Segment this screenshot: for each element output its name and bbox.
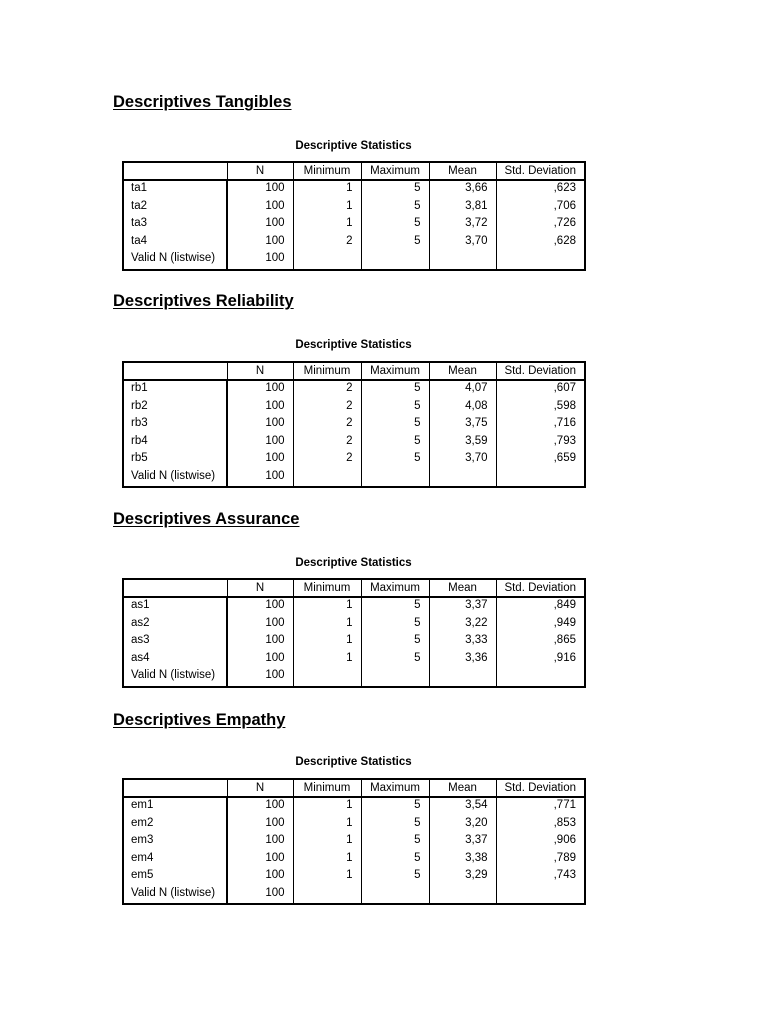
column-header: Std. Deviation	[496, 779, 585, 797]
table-cell	[496, 886, 585, 905]
table-cell: ,865	[496, 633, 585, 651]
table-cell: ,598	[496, 399, 585, 417]
table-row	[123, 451, 585, 469]
table-cell: 3,59	[429, 434, 496, 452]
column-header: Maximum	[361, 579, 429, 597]
column-header: Mean	[429, 579, 496, 597]
table-header-row	[123, 579, 585, 597]
table-row	[123, 886, 585, 905]
column-header: Mean	[429, 779, 496, 797]
table-cell	[429, 251, 496, 270]
table-cell: ,743	[496, 868, 585, 886]
table-cell: 3,22	[429, 616, 496, 634]
table-cell: 1	[293, 216, 361, 234]
row-label: em5	[123, 868, 227, 886]
table-row	[123, 816, 585, 834]
table-cell: ,789	[496, 851, 585, 869]
column-header: Mean	[429, 362, 496, 380]
table-cell: 4,07	[429, 380, 496, 399]
row-label: as1	[123, 597, 227, 616]
column-header: Std. Deviation	[496, 362, 585, 380]
column-header: N	[227, 362, 293, 380]
table-cell: 100	[265, 599, 285, 611]
table-cell: 100	[265, 634, 285, 646]
column-header: Minimum	[293, 162, 361, 180]
table-cell	[361, 251, 429, 270]
row-label: Valid N (listwise)	[123, 251, 227, 270]
table-cell: 100	[265, 234, 285, 247]
table-row	[123, 216, 585, 234]
table-cell	[429, 469, 496, 488]
table-cell: 5	[361, 816, 429, 834]
table-cell	[429, 886, 496, 905]
table-cell: 100	[265, 399, 285, 412]
table-header-row	[123, 162, 585, 180]
table-cell: ,706	[496, 199, 585, 217]
row-label: ta4	[123, 234, 227, 252]
column-header: Maximum	[361, 779, 429, 797]
column-header: Std. Deviation	[496, 579, 585, 597]
column-header: Std. Deviation	[496, 162, 585, 180]
table-cell: 100	[265, 382, 285, 394]
table-cell: 100	[265, 851, 285, 864]
table-row	[123, 199, 585, 217]
table-caption: Descriptive Statistics	[295, 557, 412, 569]
table-cell	[496, 668, 585, 687]
table-cell: 3,29	[429, 868, 496, 886]
table-cell: 1	[293, 797, 361, 816]
table-cell: 100	[265, 669, 285, 681]
stats-table	[122, 578, 586, 688]
table-row	[123, 434, 585, 452]
section-heading: Descriptives Tangibles	[113, 93, 292, 111]
table-cell: ,771	[496, 797, 585, 816]
row-label: rb1	[123, 380, 227, 399]
table-cell: 3,37	[429, 833, 496, 851]
column-header-blank	[123, 779, 227, 797]
table-cell: 2	[293, 234, 361, 252]
row-label: em2	[123, 816, 227, 834]
table-cell: 100	[265, 452, 285, 464]
table-cell: 100	[265, 217, 285, 229]
table-cell: 100	[265, 417, 285, 429]
table-cell: 5	[361, 416, 429, 434]
column-header-blank	[123, 162, 227, 180]
table-row	[123, 633, 585, 651]
table-row	[123, 180, 585, 199]
row-label: rb5	[123, 451, 227, 469]
table-cell: 5	[361, 851, 429, 869]
table-cell: 100	[265, 182, 285, 194]
table-cell: 1	[293, 597, 361, 616]
table-cell: 1	[293, 851, 361, 869]
row-label: ta3	[123, 216, 227, 234]
row-label: ta1	[123, 180, 227, 199]
table-cell: 1	[293, 816, 361, 834]
table-cell: ,949	[496, 616, 585, 634]
table-cell: 3,70	[429, 234, 496, 252]
table-cell: 3,33	[429, 633, 496, 651]
row-label: Valid N (listwise)	[123, 886, 227, 905]
table-cell: 3,54	[429, 797, 496, 816]
table-cell: 4,08	[429, 399, 496, 417]
table-cell: 2	[293, 434, 361, 452]
table-row	[123, 597, 585, 616]
table-row	[123, 833, 585, 851]
table-cell: 2	[293, 380, 361, 399]
section-heading: Descriptives Empathy	[113, 711, 286, 729]
table-cell: 2	[293, 451, 361, 469]
table-cell: 100	[265, 199, 285, 212]
column-header: N	[227, 579, 293, 597]
column-header: N	[227, 162, 293, 180]
table-cell: 100	[265, 469, 285, 482]
table-cell: 5	[361, 380, 429, 399]
table-cell: 5	[361, 434, 429, 452]
table-cell: 3,36	[429, 651, 496, 669]
table-cell: ,726	[496, 216, 585, 234]
table-cell: 100	[265, 651, 285, 664]
column-header: Minimum	[293, 579, 361, 597]
table-cell: ,793	[496, 434, 585, 452]
table-row	[123, 399, 585, 417]
table-cell: 100	[265, 886, 285, 899]
table-cell: 2	[293, 416, 361, 434]
table-cell: 3,70	[429, 451, 496, 469]
table-cell: 100	[265, 616, 285, 629]
row-label: Valid N (listwise)	[123, 668, 227, 687]
row-label: as2	[123, 616, 227, 634]
table-row	[123, 251, 585, 270]
table-cell: 2	[293, 399, 361, 417]
table-caption: Descriptive Statistics	[295, 140, 412, 152]
table-cell: 1	[293, 651, 361, 669]
table-cell	[293, 469, 361, 488]
table-row	[123, 868, 585, 886]
table-cell: 1	[293, 833, 361, 851]
table-row	[123, 616, 585, 634]
table-cell: 100	[265, 434, 285, 447]
row-label: rb3	[123, 416, 227, 434]
column-header: Mean	[429, 162, 496, 180]
column-header: Minimum	[293, 779, 361, 797]
table-cell: 5	[361, 234, 429, 252]
table-cell: 3,75	[429, 416, 496, 434]
stats-table	[122, 361, 586, 488]
row-label: rb2	[123, 399, 227, 417]
table-cell: 100	[265, 816, 285, 829]
table-cell: 3,38	[429, 851, 496, 869]
table-cell	[361, 886, 429, 905]
row-label: em4	[123, 851, 227, 869]
table-cell: 3,20	[429, 816, 496, 834]
table-cell: 5	[361, 399, 429, 417]
table-cell: 1	[293, 868, 361, 886]
table-cell: 1	[293, 633, 361, 651]
table-row	[123, 797, 585, 816]
table-cell: 5	[361, 651, 429, 669]
table-cell	[496, 469, 585, 488]
column-header: Maximum	[361, 162, 429, 180]
table-header-row	[123, 779, 585, 797]
row-label: em1	[123, 797, 227, 816]
row-label: ta2	[123, 199, 227, 217]
table-cell: 3,66	[429, 180, 496, 199]
table-cell: 5	[361, 868, 429, 886]
row-label: as4	[123, 651, 227, 669]
table-cell: 100	[265, 869, 285, 881]
table-row	[123, 651, 585, 669]
table-cell	[293, 251, 361, 270]
section-heading: Descriptives Reliability	[113, 292, 294, 310]
table-cell: 5	[361, 616, 429, 634]
section-heading: Descriptives Assurance	[113, 510, 300, 528]
table-cell: 100	[265, 834, 285, 846]
stats-table	[122, 778, 586, 905]
table-header-row	[123, 362, 585, 380]
table-cell: ,607	[496, 380, 585, 399]
table-caption: Descriptive Statistics	[295, 756, 412, 768]
table-cell: 5	[361, 199, 429, 217]
table-cell: ,916	[496, 651, 585, 669]
table-cell: 5	[361, 451, 429, 469]
table-cell: 5	[361, 180, 429, 199]
table-cell: ,849	[496, 597, 585, 616]
table-cell: ,716	[496, 416, 585, 434]
row-label: as3	[123, 633, 227, 651]
table-cell: ,853	[496, 816, 585, 834]
table-cell: 5	[361, 633, 429, 651]
stats-table	[122, 161, 586, 271]
table-cell: ,906	[496, 833, 585, 851]
table-cell: 5	[361, 797, 429, 816]
column-header: N	[227, 779, 293, 797]
column-header: Minimum	[293, 362, 361, 380]
table-cell: ,659	[496, 451, 585, 469]
table-row	[123, 668, 585, 687]
table-cell	[496, 251, 585, 270]
column-header: Maximum	[361, 362, 429, 380]
table-cell: 100	[265, 799, 285, 811]
column-header-blank	[123, 579, 227, 597]
table-cell: 5	[361, 833, 429, 851]
table-cell: 5	[361, 216, 429, 234]
table-cell: 1	[293, 199, 361, 217]
table-cell: 1	[293, 180, 361, 199]
table-row	[123, 380, 585, 399]
table-cell	[293, 668, 361, 687]
table-row	[123, 851, 585, 869]
row-label: em3	[123, 833, 227, 851]
column-header-blank	[123, 362, 227, 380]
table-cell: 5	[361, 597, 429, 616]
table-cell: ,623	[496, 180, 585, 199]
table-cell: 100	[265, 252, 285, 264]
table-cell	[429, 668, 496, 687]
table-cell: 3,81	[429, 199, 496, 217]
table-cell	[361, 668, 429, 687]
table-cell	[293, 886, 361, 905]
table-cell: 1	[293, 616, 361, 634]
table-row	[123, 416, 585, 434]
row-label: rb4	[123, 434, 227, 452]
table-caption: Descriptive Statistics	[295, 339, 412, 351]
table-row	[123, 469, 585, 488]
table-cell	[361, 469, 429, 488]
table-cell: ,628	[496, 234, 585, 252]
table-cell: 3,37	[429, 597, 496, 616]
table-row	[123, 234, 585, 252]
table-cell: 3,72	[429, 216, 496, 234]
row-label: Valid N (listwise)	[123, 469, 227, 488]
